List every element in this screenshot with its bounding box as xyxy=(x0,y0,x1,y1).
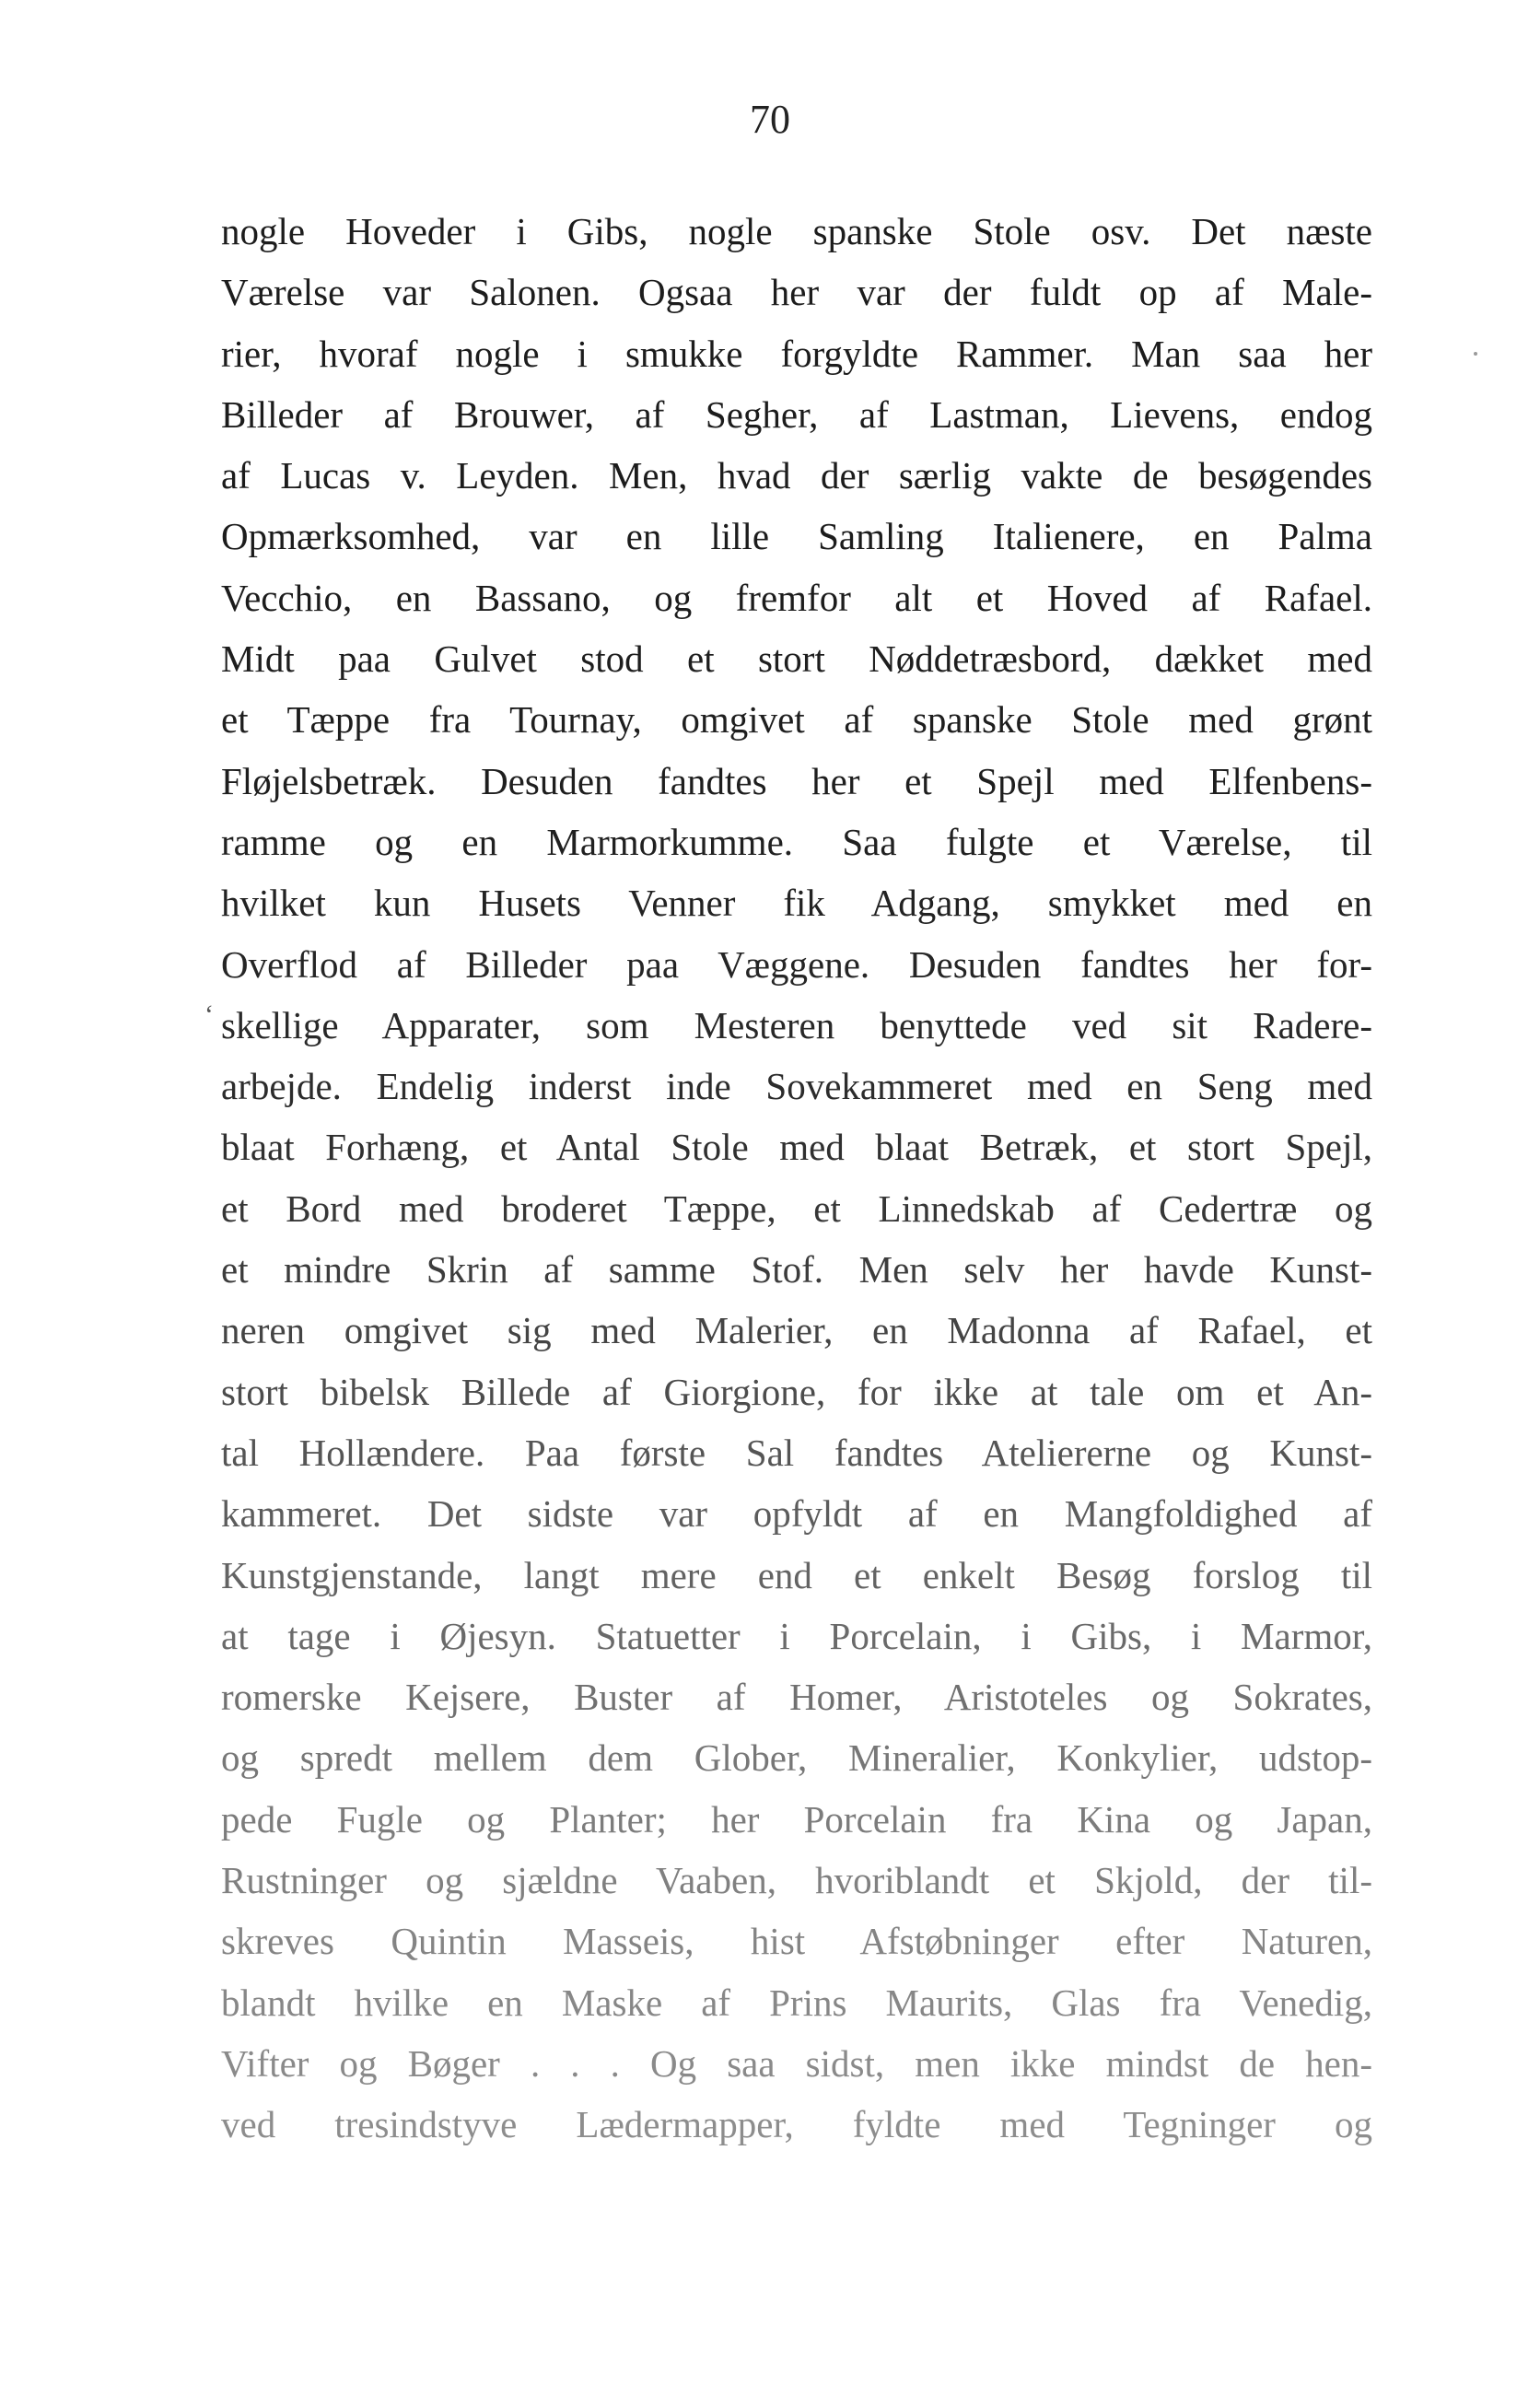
text-line: pede Fugle og Planter; her Porcelain fra Kina og Japan, xyxy=(221,1797,1372,1841)
text-line: af Lucas v. Leyden. Men, hvad der særlig vakte de besøgendes xyxy=(221,454,1372,497)
text-line: Rustninger og sjældne Vaaben, hvoriblandt et Skjold, der til- xyxy=(221,1859,1372,1902)
text-line: Billeder af Brouwer, af Segher, af Lastman, Lievens, endog xyxy=(221,392,1372,436)
text-line: ved tresindstyve Lædermapper, fyldte med Tegninger og xyxy=(221,2103,1372,2146)
margin-mark: ‘ xyxy=(204,999,214,1030)
text-line: neren omgivet sig med Malerier, en Madonna af Rafael, et xyxy=(221,1309,1372,1352)
text-line: Overflod af Billeder paa Væggene. Desuden fandtes her for- xyxy=(221,942,1372,986)
text-line: hvilket kun Husets Venner fik Adgang, smykket med en xyxy=(221,882,1372,925)
text-line: Opmærksomhed, var en lille Samling Italienere, en Palma xyxy=(221,515,1372,558)
text-line: romerske Kejsere, Buster af Homer, Aristoteles og Sokrates, xyxy=(221,1676,1372,1719)
text-line: et mindre Skrin af samme Stof. Men selv her havde Kunst- xyxy=(221,1248,1372,1292)
text-line: arbejde. Endelig inderst inde Sovekammeret med en Seng med xyxy=(221,1065,1372,1108)
text-line: skellige Apparater, som Mesteren benyttede ved sit Radere- xyxy=(221,1003,1372,1046)
body-text xyxy=(221,201,1372,2156)
text-line: ramme og en Marmorkumme. Saa fulgte et Værelse, til xyxy=(221,820,1372,863)
text-line: rier, hvoraf nogle i smukke forgyldte Rammer. Man saa her xyxy=(221,332,1372,375)
text-line: Vecchio, en Bassano, og fremfor alt et Hoved af Rafael. xyxy=(221,576,1372,619)
text-line: Vifter og Bøger . . . Og saa sidst, men ikke mindst de hen- xyxy=(221,2041,1372,2085)
text-line: Værelse var Salonen. Ogsaa her var der fuldt op af Male- xyxy=(221,271,1372,314)
text-line: kammeret. Det sidste var opfyldt af en Mangfoldighed af xyxy=(221,1492,1372,1536)
text-line: skreves Quintin Masseis, hist Afstøbninger efter Naturen, xyxy=(221,1920,1372,1963)
text-line: blaat Forhæng, et Antal Stole med blaat Betræk, et stort Spejl, xyxy=(221,1126,1372,1169)
text-line: at tage i Øjesyn. Statuetter i Porcelain, i Gibs, i Marmor, xyxy=(221,1614,1372,1657)
text-line: stort bibelsk Billede af Giorgione, for ikke at tale om et An- xyxy=(221,1370,1372,1413)
text-line: et Tæppe fra Tournay, omgivet af spanske Stole med grønt xyxy=(221,698,1372,742)
text-line: nogle Hoveder i Gibs, nogle spanske Stole osv. Det næste xyxy=(221,210,1372,252)
text-line: Fløjelsbetræk. Desuden fandtes her et Spejl med Elfenbens- xyxy=(221,759,1372,802)
text-line: blandt hvilke en Maske af Prins Maurits, Glas fra Venedig, xyxy=(221,1981,1372,2024)
stray-ink-dot xyxy=(1474,352,1477,356)
page-number: 70 xyxy=(750,97,790,142)
text-line: og spredt mellem dem Glober, Mineralier, Konkylier, udstop- xyxy=(221,1736,1372,1780)
text-line: Kunstgjenstande, langt mere end et enkelt Besøg forslog til xyxy=(221,1553,1372,1596)
text-line: tal Hollændere. Paa første Sal fandtes Ateliererne og Kunst- xyxy=(221,1431,1372,1474)
text-line: et Bord med broderet Tæppe, et Linnedskab af Cedertræ og xyxy=(221,1186,1372,1230)
text-line: Midt paa Gulvet stod et stort Nøddetræsbord, dækket med xyxy=(221,637,1372,681)
